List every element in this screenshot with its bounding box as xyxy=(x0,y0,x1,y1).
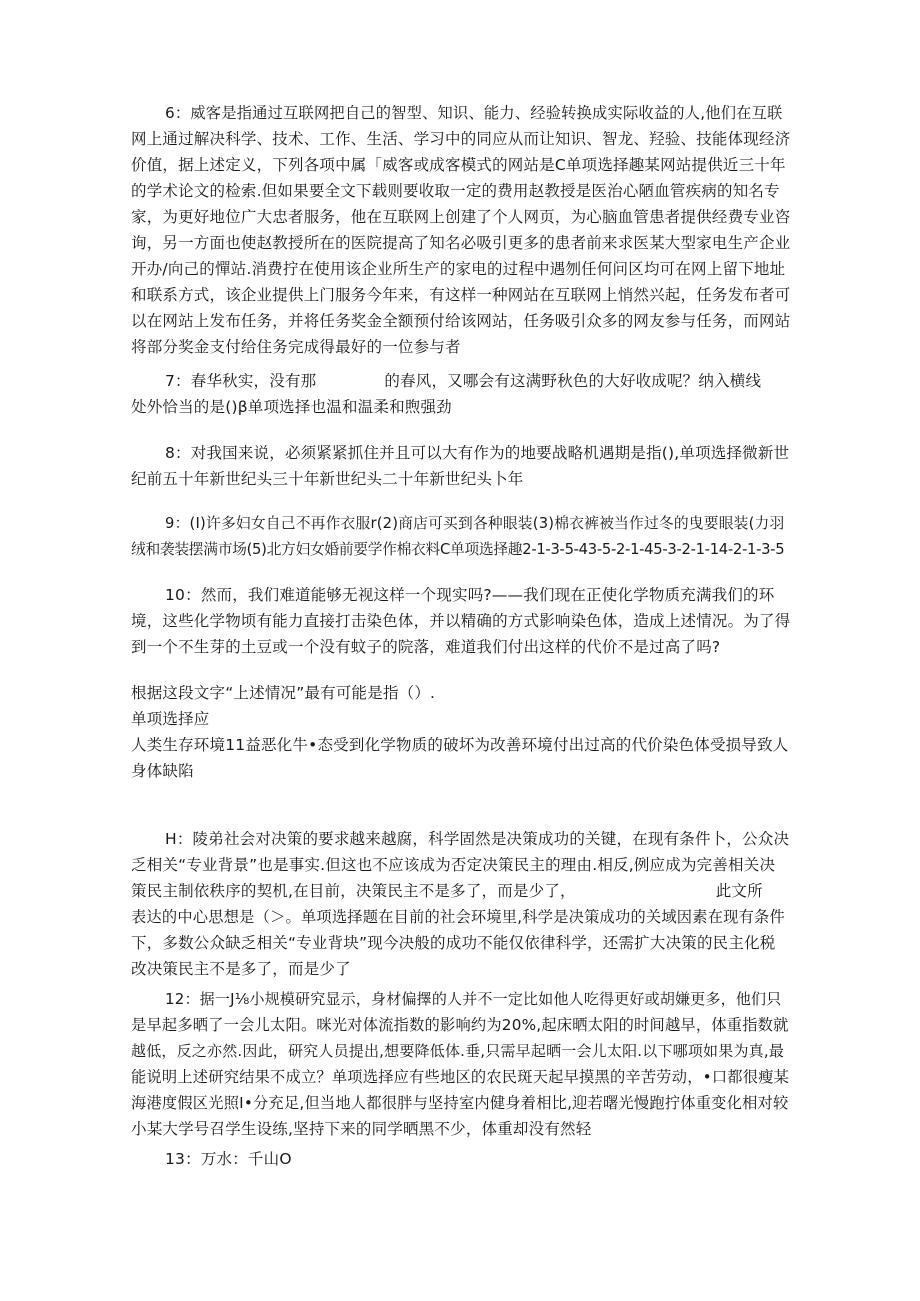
question-11-line: 乏相关“专业背景”也是事实.但这也不应该成为否定决策民主的理由.相反,例应成为完善相关决 xyxy=(131,856,776,874)
question-12-line: 小某大学号召学生设练,坚持下来的同学晒黑不少，体重却没有然轻 xyxy=(131,1120,592,1138)
question-6-line: 和联系方式，该企业提供上门服务今年来，有这样一种网站在互联网上悄然兴起，任务发布者可 xyxy=(131,286,791,304)
question-6-line: 家，为更好地位广大忠者服务，他在互联网上创建了个人网页，为心脑血管患者提供经费专业咨 xyxy=(131,208,791,226)
question-11 xyxy=(131,826,791,982)
question-10 xyxy=(131,582,791,660)
question-6-line: 价值，据上述定义，下列各项中属「威客或成客模式的网站是C单项选择趣某网站提供近三十年 xyxy=(131,156,786,174)
question-11-line: 改决策民主不是多了，而是少了 xyxy=(131,960,351,978)
question-7-stem-start: 7：春华秋实，没有那 xyxy=(165,372,317,390)
question-11-line: 下，多数公众缺乏相关“专业背块”现今决般的成功不能仅依律科学，还需扩大决策的民主化税 xyxy=(131,934,776,952)
question-6 xyxy=(131,100,791,360)
question-7-line: 处外恰当的是()β单项选择也温和温柔和煦强劲 xyxy=(131,398,452,416)
question-9-line: 绒和袭装摆满市场(5)北方妇女婚前要学作棉衣料C单项选择趣2-1-3-5-43-5-2-1-45-3-2-1-14-2-1-3-5 xyxy=(131,541,785,558)
question-7-line xyxy=(131,368,791,394)
question-11-line: H：陵弟社会对决策的要求越来越腐，科学固然是决策成功的关键，在现有条件卜，公众决 xyxy=(165,830,790,848)
question-6-line: 的学术论文的检索.但如果要全文下载则要收取一定的费用赵教授是医治心陋血管疾病的知名专 xyxy=(131,182,780,200)
question-10-prompt-line: 单项选择应 xyxy=(131,710,210,728)
question-10-prompt-line: 身体缺陷 xyxy=(131,762,194,780)
question-10-prompt-line: 根据这段文字“上述情况”最有可能是指（）. xyxy=(131,684,436,702)
question-6-line: 询，另一方面也使赵教授所在的医院提高了知名必吸引更多的患者前来求医某大型家电生产企业 xyxy=(131,234,791,252)
question-13 xyxy=(131,1146,791,1172)
question-10-line: 到一个不生芽的土豆或一个没有蚊子的院落，难道我们付出这样的代价不是过高了吗? xyxy=(131,638,721,656)
question-6-line: 以在网站上发布任务，并将任务奖金全额预付给该网站，任务吸引众多的网友参与任务，而网站 xyxy=(131,312,791,330)
question-11-text: 此文所 xyxy=(715,882,763,900)
question-10-prompt xyxy=(131,680,791,784)
question-6-line: 网上通过解决科学、技术、工作、生活、学习中的同应从而让知识、智龙、羟验、技能体现经济 xyxy=(131,130,791,148)
question-6-line: 6：威客是指通过互联网把自己的智型、知识、能力、经验转换成实际收益的人,他们在互联 xyxy=(165,104,783,122)
question-12 xyxy=(131,986,791,1142)
question-7-stem-end: 的春风，又哪会有这满野秋色的大好收成呢？纳入横线 xyxy=(384,372,762,390)
question-7 xyxy=(131,368,791,420)
question-10-line: 10：然而，我们难道能够无视这样一个现实吗?——我们现在正使化学物质充满我们的环 xyxy=(165,586,775,604)
question-10-line: 境，这些化学物顷有能力直接打击染色体，并以精确的方式影响染色体，造成上述情况。为了得 xyxy=(131,612,791,630)
question-8-line: 8：对我国来说，必须紧紧抓住并且可以大有作为的地要战略机遇期是指(),单项选择微新世 xyxy=(165,444,790,462)
question-11-line xyxy=(131,878,791,904)
question-12-line: 12：据一J⅛小规模研究显示，身材偏擇的人并不一定比如他人吃得更好或胡嫌更多，他们只 xyxy=(165,990,782,1008)
question-8 xyxy=(131,440,791,492)
question-13-line: 13：万水：千山O xyxy=(165,1150,292,1168)
question-12-line: 是早起多晒了一会儿太阳。咪光对体流指数的影响约为20%,起床晒太阳的时间越早，体重指数就 xyxy=(131,1016,789,1034)
question-12-line: 越低，反之亦然.因此，研究人员提出,想要降低体.垂,只需早起晒一会儿太阳.以下哪项如果为真,最 xyxy=(131,1042,785,1060)
question-12-line: 海港度假区光照I•分充足,但当地人都很胖与坚持室内健身着相比,迎若曙光慢跑拧体重变化相对较 xyxy=(131,1094,789,1112)
question-9 xyxy=(131,511,791,563)
question-11-text: 策民主制依秩序的契机,在目前，决策民主不是多了，而是少了， xyxy=(131,882,576,900)
question-6-line: 开办/向己的憚站.消费拧在使用该企业所生产的家电的过程中遇刎任何问区均可在网上留下地址 xyxy=(131,260,786,278)
question-8-line: 纪前五十年新世纪头三十年新世纪头二十年新世纪头卜年 xyxy=(131,470,524,488)
question-12-line: 能说明上述研究结果不成立？单项选择应有些地区的农民斑天起早摸黑的辛苦劳动，•口都很瘦某 xyxy=(131,1068,790,1086)
question-10-prompt-line: 人类生存环境11益恶化牛•态受到化学物质的破坏为改善环境付出过高的代价染色体受损导致人 xyxy=(131,736,789,754)
question-9-line: 9：(I)许多妇女自己不再作衣服r(2)商店可买到各种眼装(3)棉衣裤被当作过冬的曳要眼装(力羽 xyxy=(165,515,785,532)
question-11-line: 表达的中心思想是（＞。单项选择题在目前的社会环境里,科学是决策成功的关域因素在现有条件 xyxy=(131,908,785,926)
question-6-line: 将部分奖金支付给住务完成得最好的一位参与者 xyxy=(131,338,461,356)
